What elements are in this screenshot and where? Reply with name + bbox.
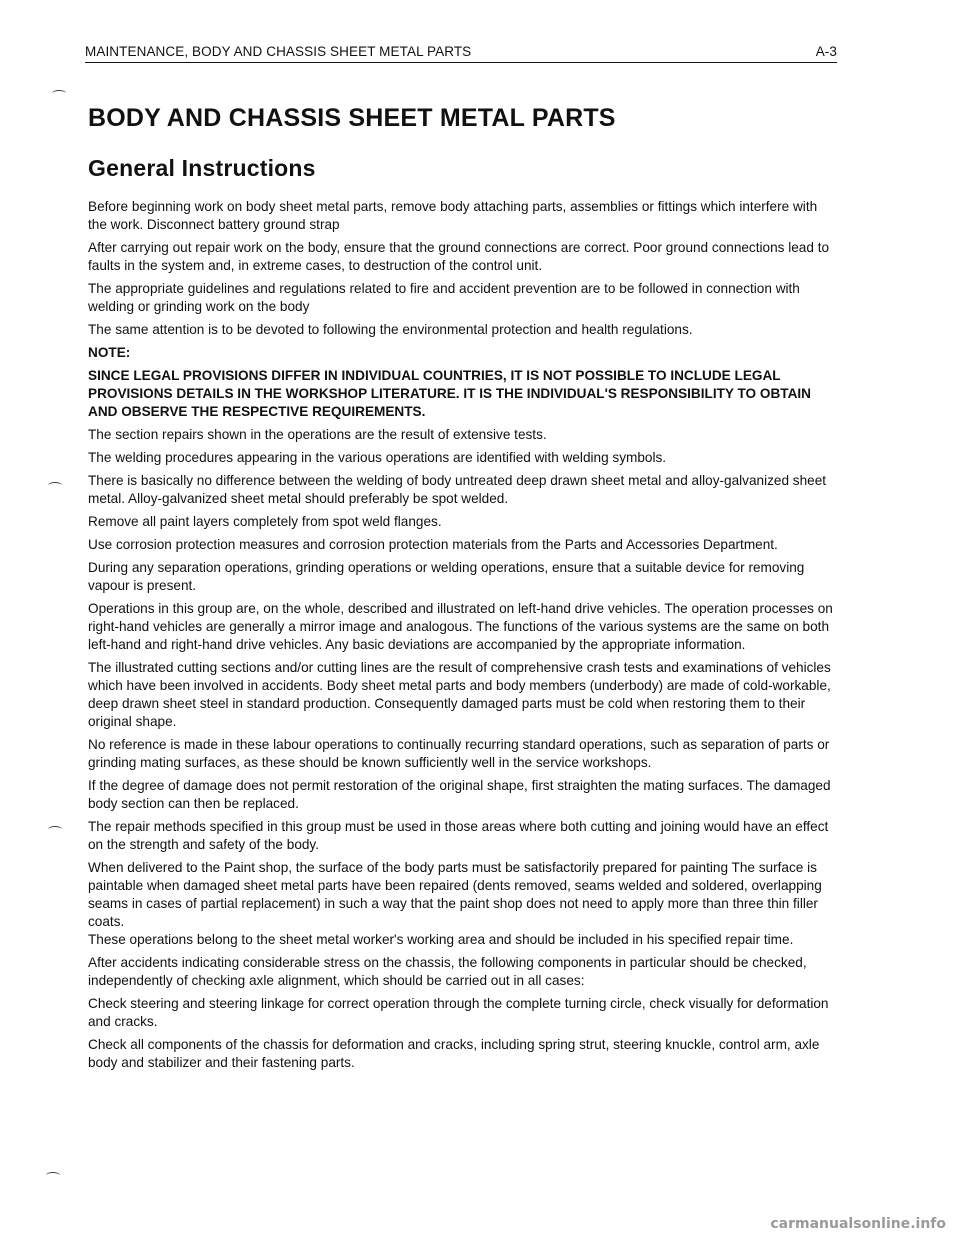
body-text xyxy=(88,198,833,1077)
section-heading: General Instructions xyxy=(88,155,316,181)
paragraph: The repair methods specified in this group must be used in those areas where both cutting and joining would have an effect on the strength and safety of the body. xyxy=(88,819,829,852)
header-section-title: MAINTENANCE, BODY AND CHASSIS SHEET METAL PARTS xyxy=(85,44,472,59)
paragraph: Before beginning work on body sheet metal parts, remove body attaching parts, assemblies or fittings which interfere with the work. Disconnect battery ground strap xyxy=(88,199,818,232)
margin-mark xyxy=(46,1172,60,1179)
paragraph: No reference is made in these labour operations to continually recurring standard operations, such as separation of parts or grinding mating surfaces, as these should be known sufficiently well in the service workshops. xyxy=(88,737,830,770)
paragraph: Check all components of the chassis for deformation and cracks, including spring strut, steering knuckle, control arm, axle body and stabilizer and their fastening parts. xyxy=(88,1037,820,1070)
margin-mark xyxy=(48,826,62,833)
paragraph: During any separation operations, grinding operations or welding operations, ensure that a suitable device for removing vapour is present. xyxy=(88,560,805,593)
paragraph: The illustrated cutting sections and/or cutting lines are the result of comprehensive crash tests and examinations of vehicles which have been involved in accidents. Body sheet metal parts and body members (underbody) are made of cold-workable, deep drawn sheet steel in standard production. Consequently damaged parts must be cold when restoring them to their original shape. xyxy=(88,660,831,729)
paragraph: If the degree of damage does not permit restoration of the original shape, first straighten the mating surfaces. The damaged body section can then be replaced. xyxy=(88,778,831,811)
margin-mark xyxy=(52,90,66,97)
watermark: carmanualsonline.info xyxy=(770,1216,946,1232)
running-header xyxy=(85,44,837,63)
paragraph: Check steering and steering linkage for correct operation through the complete turning circle, check visually for deformation and cracks. xyxy=(88,996,829,1029)
paragraph: After accidents indicating considerable stress on the chassis, the following components in particular should be checked, independently of checking axle alignment, which should be carried out in all cases: xyxy=(88,955,807,988)
paragraph: Remove all paint layers completely from spot weld flanges. xyxy=(88,514,442,529)
paragraph: The welding procedures appearing in the various operations are identified with welding symbols. xyxy=(88,450,667,465)
paragraph: When delivered to the Paint shop, the surface of the body parts must be satisfactorily prepared for painting The surface is paintable when damaged sheet metal parts have been repaired (dents removed, seams welded and soldered, overlapping seams in cases of partial replacement) in such a way that the paint shop does not need to apply more than three thin filler coats. xyxy=(88,860,822,929)
page-title: BODY AND CHASSIS SHEET METAL PARTS xyxy=(88,104,616,132)
paragraph: The appropriate guidelines and regulations related to fire and accident prevention are to be followed in connection with welding or grinding work on the body xyxy=(88,281,800,314)
margin-mark xyxy=(48,482,62,489)
page-number: A-3 xyxy=(815,44,837,59)
paragraph: There is basically no difference between the welding of body untreated deep drawn sheet metal and alloy-galvanized sheet metal. Alloy-galvanized sheet metal should preferably be spot welded. xyxy=(88,473,827,506)
paragraph: After carrying out repair work on the body, ensure that the ground connections are correct. Poor ground connections lead to faults in the system and, in extreme cases, to destruction of the control unit. xyxy=(88,240,830,273)
paragraph: The section repairs shown in the operations are the result of extensive tests. xyxy=(88,427,547,442)
paragraph: These operations belong to the sheet metal worker's working area and should be included in his specified repair time. xyxy=(88,932,794,947)
paragraph: Operations in this group are, on the whole, described and illustrated on left-hand drive vehicles. The operation processes on right-hand vehicles are generally a mirror image and analogous. The functions of the various systems are the same on both left-hand and right-hand drive vehicles. Any basic deviations are accompanied by the appropriate information. xyxy=(88,601,833,652)
paragraph: Use corrosion protection measures and corrosion protection materials from the Parts and Accessories Department. xyxy=(88,537,778,552)
note-text: SINCE LEGAL PROVISIONS DIFFER IN INDIVIDUAL COUNTRIES, IT IS NOT POSSIBLE TO INCLUDE LEGAL PROVISIONS DETAILS IN THE WORKSHOP LITERATURE. IT IS THE INDIVIDUAL'S RESPONSIBILITY TO OBTAIN AND OBSERVE THE RESPECTIVE REQUIREMENTS. xyxy=(88,368,811,419)
paragraph: The same attention is to be devoted to following the environmental protection and health regulations. xyxy=(88,322,693,337)
note-label: NOTE: xyxy=(88,345,131,360)
